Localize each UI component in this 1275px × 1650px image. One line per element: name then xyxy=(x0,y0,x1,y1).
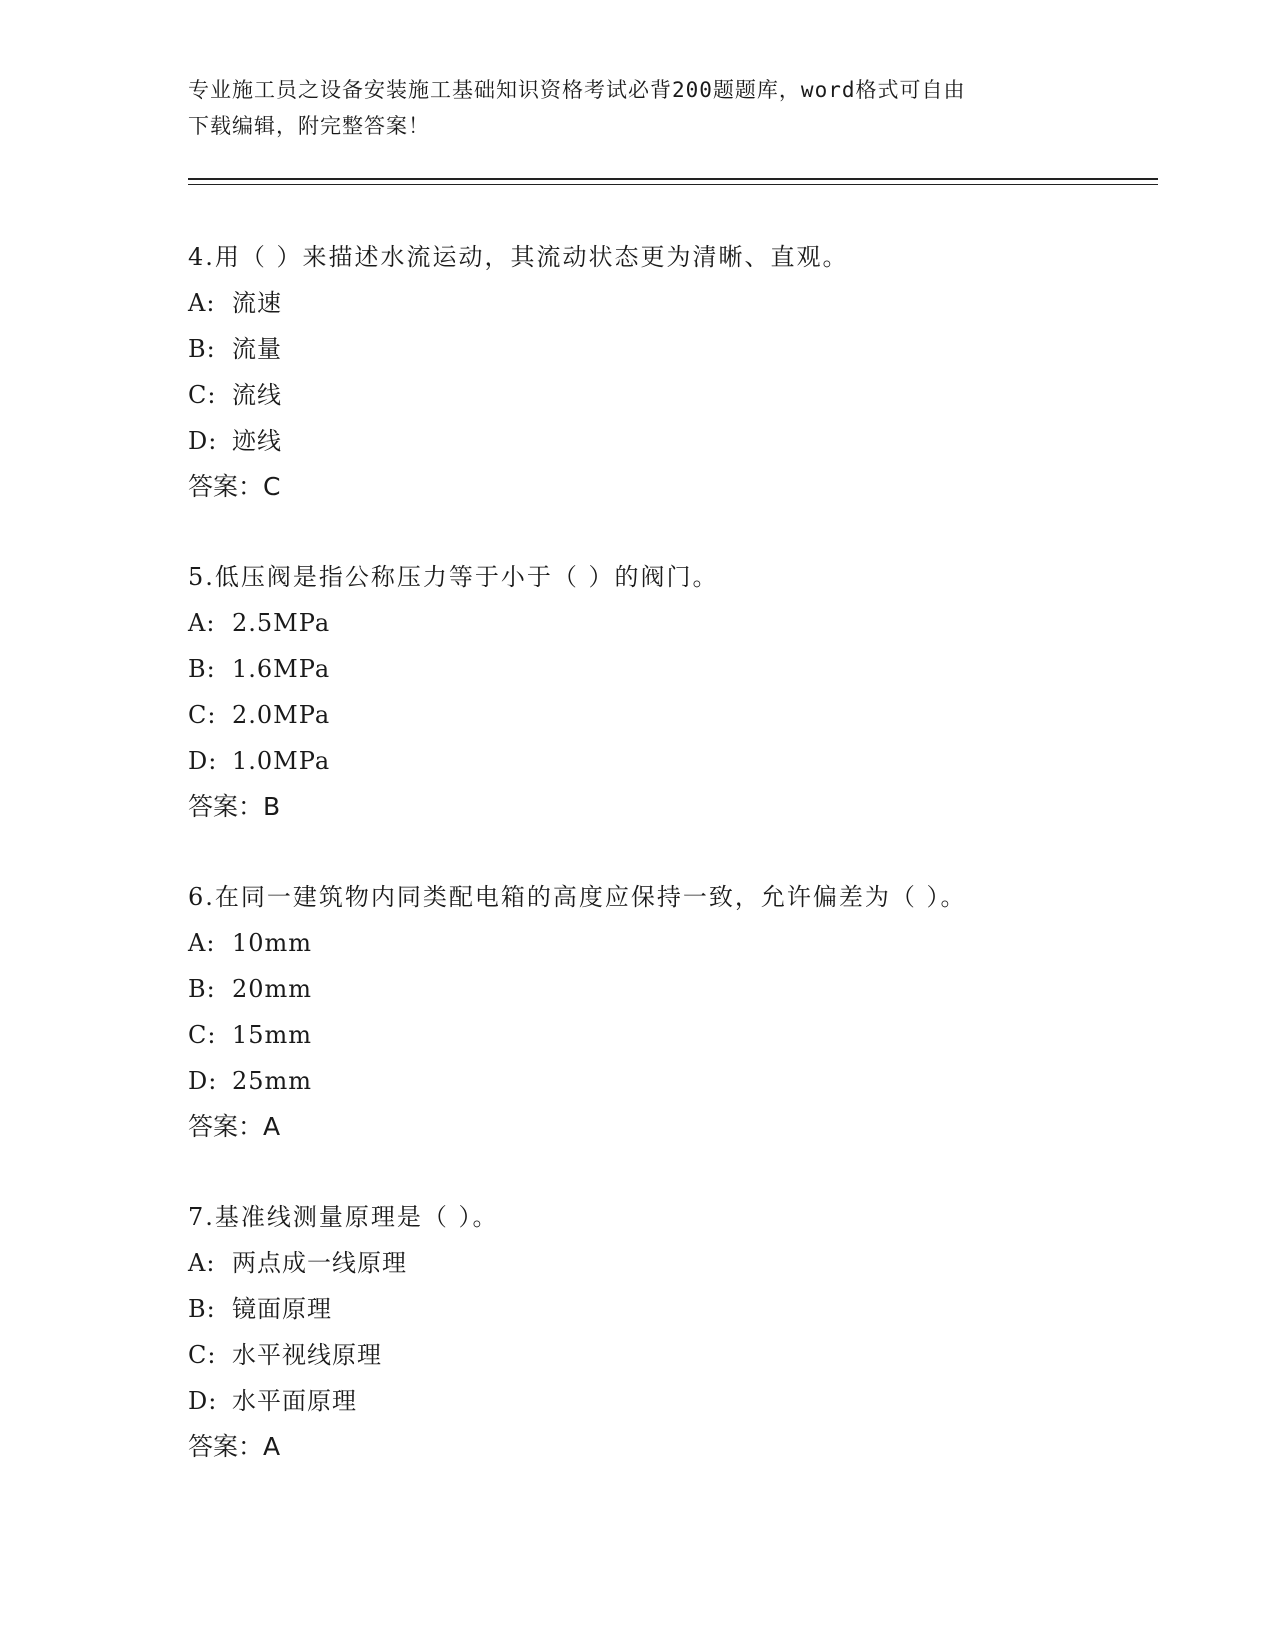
header-line-1: 专业施工员之设备安装施工基础知识资格考试必背200题题库，word格式可自由 xyxy=(188,78,966,102)
option-text: 两点成一线原理 xyxy=(232,1249,407,1277)
option-letter: A: xyxy=(188,289,216,317)
option-d xyxy=(188,1058,1148,1104)
question-stem: 5.低压阀是指公称压力等于小于（ ）的阀门。 xyxy=(188,563,719,591)
option-text: 25mm xyxy=(232,1067,313,1095)
option-text: 1.0MPa xyxy=(232,747,331,775)
option-a xyxy=(188,280,1148,326)
option-b xyxy=(188,966,1148,1012)
question-stem: 4.用（ ）来描述水流运动，其流动状态更为清晰、直观。 xyxy=(188,243,849,271)
question-7 xyxy=(188,1194,1148,1470)
option-letter: D: xyxy=(188,427,218,455)
option-letter: D: xyxy=(188,1387,218,1415)
question-stem: 7.基准线测量原理是（ ）。 xyxy=(188,1203,499,1231)
header-divider-thin xyxy=(188,184,1158,185)
option-letter: D: xyxy=(188,1067,218,1095)
option-letter: C: xyxy=(188,701,217,729)
option-text: 15mm xyxy=(232,1021,313,1049)
option-a xyxy=(188,1240,1148,1286)
option-letter: A: xyxy=(188,1249,216,1277)
answer: 答案：A xyxy=(188,1112,281,1141)
option-a xyxy=(188,600,1148,646)
answer: 答案：B xyxy=(188,792,281,821)
option-text: 2.5MPa xyxy=(232,609,331,637)
option-d xyxy=(188,418,1148,464)
option-text: 2.0MPa xyxy=(232,701,331,729)
option-b xyxy=(188,646,1148,692)
option-d xyxy=(188,1378,1148,1424)
option-text: 1.6MPa xyxy=(232,655,331,683)
option-c xyxy=(188,372,1148,418)
option-letter: B: xyxy=(188,975,216,1003)
document-header xyxy=(188,72,1088,144)
option-letter: D: xyxy=(188,747,218,775)
option-letter: B: xyxy=(188,1295,216,1323)
header-divider-thick xyxy=(188,178,1158,180)
option-a xyxy=(188,920,1148,966)
option-letter: A: xyxy=(188,609,216,637)
option-b xyxy=(188,1286,1148,1332)
option-c xyxy=(188,692,1148,738)
option-c xyxy=(188,1012,1148,1058)
question-stem: 6.在同一建筑物内同类配电箱的高度应保持一致，允许偏差为（ ）。 xyxy=(188,883,967,911)
option-text: 10mm xyxy=(232,929,313,957)
header-line-2: 下载编辑，附完整答案！ xyxy=(188,114,430,138)
question-6 xyxy=(188,874,1148,1150)
option-text: 水平面原理 xyxy=(232,1387,357,1415)
option-text: 20mm xyxy=(232,975,313,1003)
option-text: 水平视线原理 xyxy=(232,1341,382,1369)
option-text: 流速 xyxy=(232,289,282,317)
option-c xyxy=(188,1332,1148,1378)
option-d xyxy=(188,738,1148,784)
option-letter: C: xyxy=(188,1021,217,1049)
option-text: 迹线 xyxy=(232,427,282,455)
option-text: 流线 xyxy=(232,381,282,409)
option-letter: C: xyxy=(188,1341,217,1369)
question-5 xyxy=(188,554,1148,830)
option-letter: A: xyxy=(188,929,216,957)
option-text: 镜面原理 xyxy=(232,1295,332,1323)
question-4 xyxy=(188,234,1148,510)
option-b xyxy=(188,326,1148,372)
answer: 答案：C xyxy=(188,472,281,501)
option-letter: B: xyxy=(188,655,216,683)
option-letter: B: xyxy=(188,335,216,363)
answer: 答案：A xyxy=(188,1432,281,1461)
option-letter: C: xyxy=(188,381,217,409)
option-text: 流量 xyxy=(232,335,282,363)
